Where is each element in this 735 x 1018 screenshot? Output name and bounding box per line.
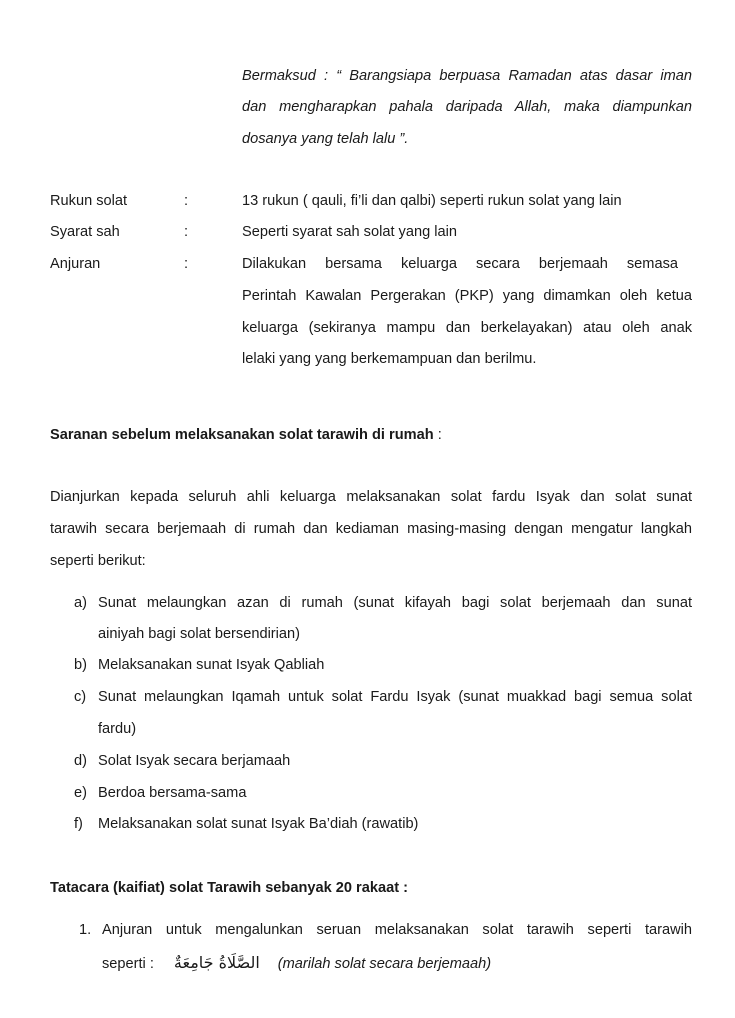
numbered-marker: 1. [79, 922, 92, 938]
hadith-meaning-line-3: dosanya yang telah lalu ”. [242, 131, 409, 147]
detail-value-anjuran-line-1: Dilakukan bersama keluarga secara berjemaah semasa [242, 256, 678, 272]
detail-colon: : [184, 224, 189, 240]
detail-value-anjuran-line-3: keluarga (sekiranya mampu dan berkelayakan) atau oleh anak [242, 320, 692, 336]
list-item-c-line-2: fardu) [98, 721, 137, 737]
hadith-meaning-line-1: Bermaksud : “ Barangsiapa berpuasa Ramadan atas dasar iman [242, 68, 692, 84]
list-marker: d) [74, 753, 87, 769]
numbered-item-1-line-2 [102, 953, 491, 974]
detail-label-rukun: Rukun solat [50, 193, 128, 209]
detail-label-syarat: Syarat sah [50, 224, 120, 240]
detail-label-anjuran: Anjuran [50, 256, 101, 272]
section-heading-saranan [50, 425, 442, 445]
numbered-item-1-line-1: Anjuran untuk mengalunkan seruan melaksanakan solat tarawih seperti tarawih [102, 922, 692, 938]
hadith-meaning-line-2: dan mengharapkan pahala daripada Allah, maka diampunkan [242, 99, 692, 115]
section-heading-text: Saranan sebelum melaksanakan solat tarawih di rumah [50, 427, 434, 443]
list-marker: b) [74, 657, 87, 673]
intro-line-2: tarawih secara berjemaah di rumah dan kediaman masing-masing dengan mengatur langkah [50, 521, 692, 537]
detail-colon: : [184, 193, 189, 209]
detail-value-rukun: 13 rukun ( qauli, fi’li dan qalbi) seperti rukun solat yang lain [242, 193, 622, 209]
detail-value-syarat: Seperti syarat sah solat yang lain [242, 224, 457, 240]
section-heading-suffix: : [433, 427, 442, 443]
intro-line-3: seperti berikut: [50, 553, 146, 569]
seruan-translation: (marilah solat secara berjemaah) [277, 956, 492, 972]
list-marker: a) [74, 595, 87, 611]
detail-value-anjuran-line-4: lelaki yang yang berkemampuan dan berilmu. [242, 351, 537, 367]
list-item-f: Melaksanakan solat sunat Isyak Ba’diah (rawatib) [98, 816, 419, 832]
list-marker: e) [74, 785, 87, 801]
list-item-a-line-1: Sunat melaungkan azan di rumah (sunat kifayah bagi solat berjemaah dan sunat [98, 595, 692, 611]
section-heading-tatacara: Tatacara (kaifiat) solat Tarawih sebanyak 20 rakaat : [50, 880, 408, 896]
list-marker: f) [74, 816, 83, 832]
list-item-b: Melaksanakan sunat Isyak Qabliah [98, 657, 325, 673]
intro-line-1: Dianjurkan kepada seluruh ahli keluarga melaksanakan solat fardu Isyak dan solat sunat [50, 489, 692, 505]
list-item-e: Berdoa bersama-sama [98, 785, 247, 801]
detail-value-anjuran-line-2: Perintah Kawalan Pergerakan (PKP) yang dimamkan oleh ketua [242, 288, 692, 304]
list-item-d: Solat Isyak secara berjamaah [98, 753, 291, 769]
list-marker: c) [74, 689, 87, 705]
list-item-a-line-2: ainiyah bagi solat bersendirian) [98, 626, 301, 642]
list-item-c-line-1: Sunat melaungkan Iqamah untuk solat Fardu Isyak (sunat muakkad bagi semua solat [98, 689, 692, 705]
detail-colon: : [184, 256, 189, 272]
seruan-prefix: seperti : [102, 956, 154, 972]
arabic-seruan: الصَّلَاةُ جَامِعَةٌ [173, 953, 260, 972]
